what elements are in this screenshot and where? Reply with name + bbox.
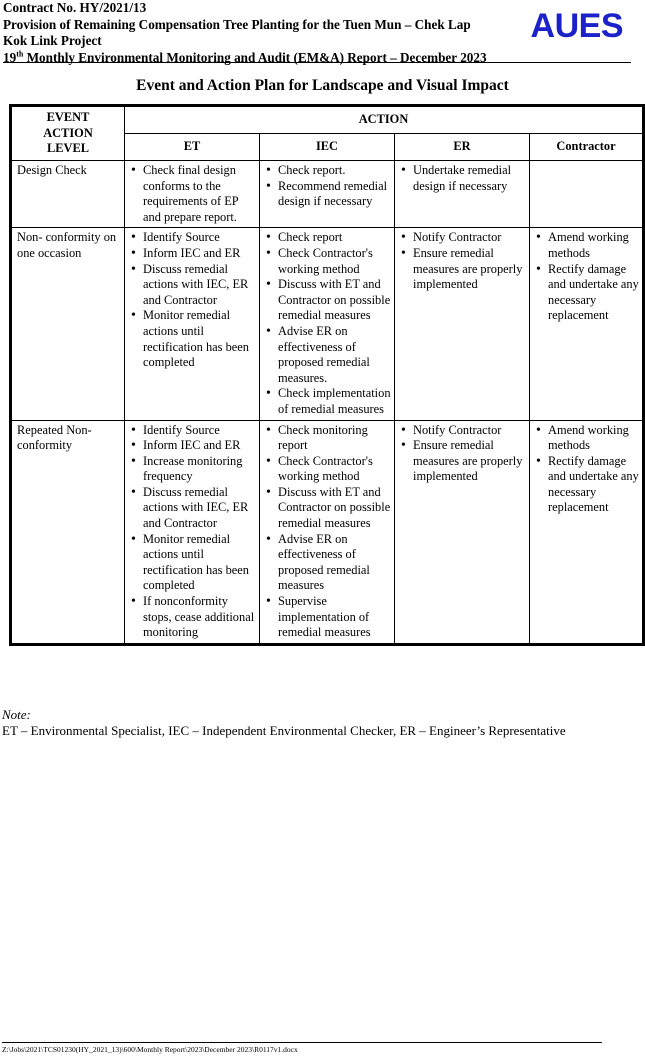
event-action-table [11, 106, 643, 644]
et-action-list [125, 228, 259, 372]
contractor-action-list [530, 161, 642, 165]
action-item: • Inform IEC and ER [129, 438, 257, 454]
iec-action-list [260, 161, 394, 212]
event-level-cell: Non- conformity on one occasion [12, 228, 125, 420]
action-item: • Discuss with ET and Contractor on possible remedial measures [264, 485, 392, 532]
page-title: Event and Action Plan for Landscape and Visual Impact [136, 77, 509, 94]
aues-logo: AUES [530, 7, 623, 45]
action-item: • Advise ER on effectiveness of proposed remedial measures [264, 532, 392, 594]
action-item: • Rectify damage and undertake any necessary replacement [534, 262, 640, 324]
contractor-action-list [530, 421, 642, 519]
contractor-action-list [530, 228, 642, 326]
note-label: Note: [2, 707, 31, 722]
et-action-cell [125, 420, 260, 643]
col-header-iec: IEC [260, 134, 395, 161]
event-action-table-frame [9, 104, 645, 646]
action-item: • Rectify damage and undertake any necessary replacement [534, 454, 640, 516]
action-item: • Identify Source [129, 230, 257, 246]
action-item: • Check report [264, 230, 392, 246]
event-level-cell: Design Check [12, 161, 125, 228]
event-level-cell: Repeated Non-conformity [12, 420, 125, 643]
er-action-list [395, 161, 529, 196]
action-item: • Check implementation of remedial measures [264, 386, 392, 417]
action-item: • Supervise implementation of remedial measures [264, 594, 392, 641]
action-item: • Ensure remedial measures are properly implemented [399, 246, 527, 293]
action-item: • If nonconformity stops, cease additional monitoring [129, 594, 257, 641]
action-item: • Notify Contractor [399, 423, 527, 439]
action-item: • Notify Contractor [399, 230, 527, 246]
report-number-suffix: th [16, 49, 24, 59]
table-row [12, 228, 643, 420]
file-path-footer: Z:\Jobs\2021\TCS01230(HY_2021_13)\600\Monthly Report\2023\December 2023\R0117v1.docx [2, 1045, 298, 1054]
contractor-action-cell [530, 420, 643, 643]
action-item: • Monitor remedial actions until rectification has been completed [129, 532, 257, 594]
action-item: • Check Contractor's working method [264, 454, 392, 485]
action-item: • Check monitoring report [264, 423, 392, 454]
action-item: • Monitor remedial actions until rectification has been completed [129, 308, 257, 370]
action-item: • Discuss remedial actions with IEC, ER and Contractor [129, 485, 257, 532]
et-action-list [125, 161, 259, 227]
col-header-event-action-level: EVENT ACTION LEVEL [12, 107, 125, 161]
report-title [3, 50, 631, 67]
col-header-action: ACTION [125, 107, 643, 134]
action-item: • Advise ER on effectiveness of proposed remedial measures. [264, 324, 392, 386]
contractor-action-cell [530, 228, 643, 420]
col-header-et: ET [125, 134, 260, 161]
contract-number: Contract No. HY/2021/13 [3, 0, 147, 15]
et-action-list [125, 421, 259, 643]
footer-divider [2, 1042, 602, 1043]
col-header-er: ER [395, 134, 530, 161]
action-item: • Inform IEC and ER [129, 246, 257, 262]
er-action-list [395, 228, 529, 294]
iec-action-list [260, 421, 394, 643]
action-item: • Increase monitoring frequency [129, 454, 257, 485]
action-item: • Amend working methods [534, 230, 640, 261]
report-title-text: Monthly Environmental Monitoring and Audit (EM&A) Report – December 2023 [23, 49, 487, 65]
er-action-cell [395, 161, 530, 228]
action-item: • Discuss with ET and Contractor on possible remedial measures [264, 277, 392, 324]
contractor-action-cell [530, 161, 643, 228]
note-text: ET – Environmental Specialist, IEC – Independent Environmental Checker, ER – Engineer’s Representative [2, 723, 566, 738]
action-item: • Check Contractor's working method [264, 246, 392, 277]
report-number: 19 [3, 49, 17, 65]
table-row [12, 161, 643, 228]
action-item: • Check final design conforms to the requirements of EP and prepare report. [129, 163, 257, 225]
project-title-line1: Provision of Remaining Compensation Tree Planting for the Tuen Mun – Chek Lap [3, 16, 471, 32]
col-header-contractor: Contractor [530, 134, 643, 161]
action-item: • Recommend remedial design if necessary [264, 179, 392, 210]
er-action-cell [395, 420, 530, 643]
et-action-cell [125, 228, 260, 420]
table-row [12, 420, 643, 643]
action-item: • Undertake remedial design if necessary [399, 163, 527, 194]
table-note [2, 707, 566, 739]
et-action-cell [125, 161, 260, 228]
er-action-list [395, 421, 529, 487]
iec-action-cell [260, 161, 395, 228]
action-item: • Discuss remedial actions with IEC, ER and Contractor [129, 262, 257, 309]
iec-action-cell [260, 228, 395, 420]
action-item: • Identify Source [129, 423, 257, 439]
project-title-line2: Kok Link Project [3, 33, 102, 48]
er-action-cell [395, 228, 530, 420]
iec-action-cell [260, 420, 395, 643]
iec-action-list [260, 228, 394, 419]
action-item: • Amend working methods [534, 423, 640, 454]
action-item: • Ensure remedial measures are properly implemented [399, 438, 527, 485]
action-item: • Check report. [264, 163, 392, 179]
report-header [3, 0, 631, 63]
